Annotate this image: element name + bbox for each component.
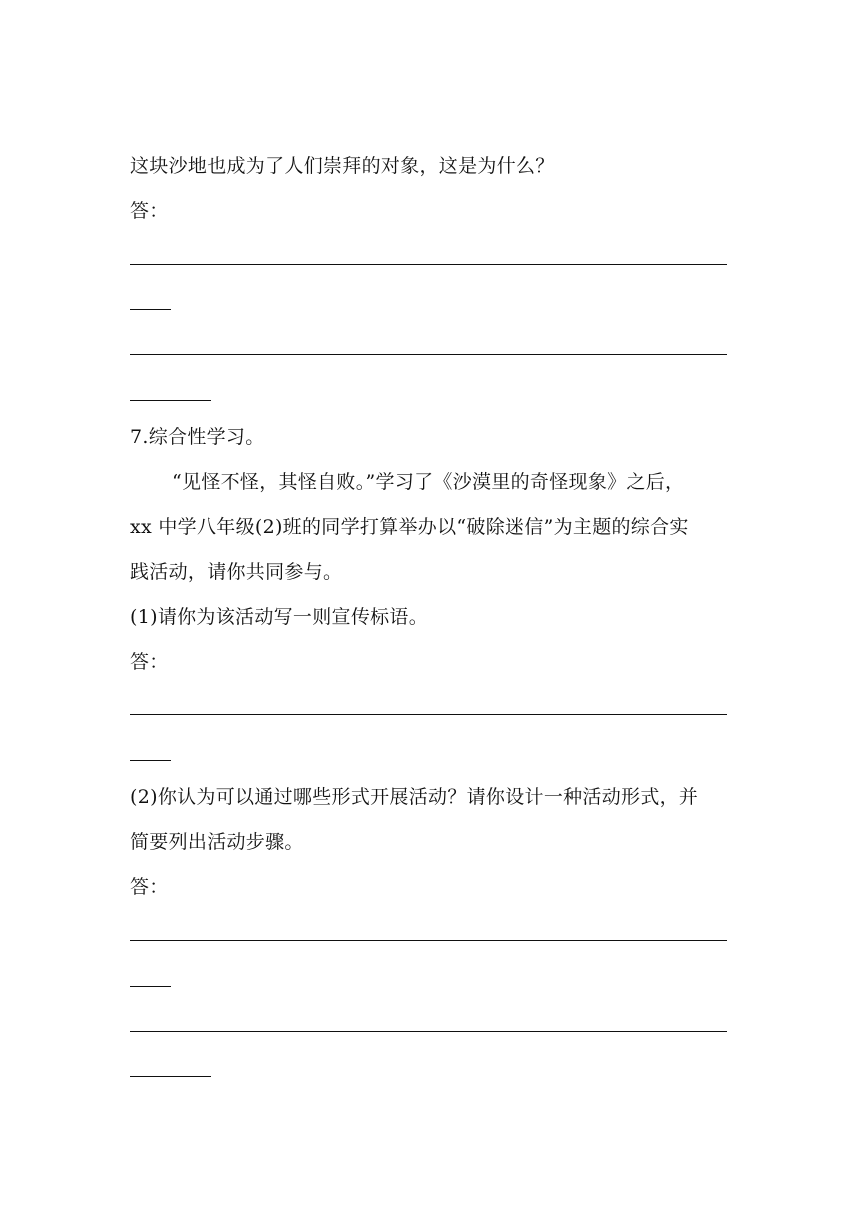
q7-sub2-answer-line-1[interactable]	[130, 940, 727, 941]
q7-sub2-answer-label: 答：	[130, 876, 169, 898]
q7-sub1-prompt: (1)请你为该活动写一则宣传标语。	[130, 606, 429, 628]
q6-answer-line-1[interactable]	[130, 264, 727, 265]
q6-question-text: 这块沙地也成为了人们崇拜的对象，这是为什么？	[130, 155, 555, 177]
q7-intro-line-2: xx 中学八年级(2)班的同学打算举办以“破除迷信”为主题的综合实	[130, 516, 689, 538]
q7-sub2-prompt-line-2: 简要列出活动步骤。	[130, 831, 304, 853]
q6-answer-line-1-tail[interactable]	[130, 309, 171, 310]
q6-answer-line-2[interactable]	[130, 354, 727, 355]
q7-sub2-prompt-line-1: (2)你认为可以通过哪些形式开展活动？请你设计一种活动形式，并	[130, 786, 699, 808]
q7-title: 7.综合性学习。	[130, 426, 265, 448]
q7-sub1-answer-label: 答：	[130, 651, 169, 673]
q6-answer-line-2-tail[interactable]	[130, 400, 211, 401]
q7-sub1-answer-line-tail[interactable]	[130, 760, 171, 761]
q6-answer-label: 答：	[130, 200, 169, 222]
q7-intro-line-3: 践活动，请你共同参与。	[130, 561, 343, 583]
q7-intro-line-1: “见怪不怪，其怪自败。”学习了《沙漠里的奇怪现象》之后，	[172, 471, 685, 493]
q7-sub1-answer-line[interactable]	[130, 714, 727, 715]
q7-sub2-answer-line-2[interactable]	[130, 1031, 727, 1032]
q7-sub2-answer-line-1-tail[interactable]	[130, 986, 171, 987]
q7-sub2-answer-line-2-tail[interactable]	[130, 1076, 211, 1077]
